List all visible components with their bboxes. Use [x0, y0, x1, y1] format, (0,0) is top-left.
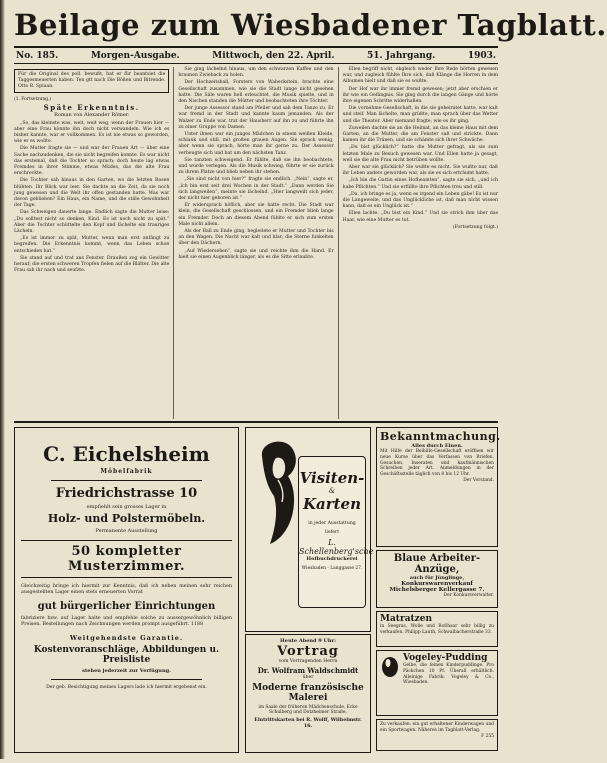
lecture-heading: Heute Abend 9 Uhr:: [280, 638, 336, 644]
paragraph: „So, das kleinste was, weit, weit weg, wenn der Frauen hier — aber eine Frau könnte ihn doch nicht verwandeln. Wie ich es bisher kannte, war er vollkommen. Es ist nie etwas so geworden, wie er es wollte.: [14, 120, 170, 145]
right-ad-stack: [376, 427, 501, 753]
notice-ad-body: Mit Hilfe der Beihilfe-Gesellschaft eröffnen wir neue Kurse über das Verfassen von Briefen, Gesuchen, Inseraten und kaufmännischen Schreiben jeder Art. Anmeldungen in der Geschäftsstelle täglich von 8 bis 12 Uhr.: [380, 449, 494, 478]
paragraph: Zuweilen dachte sie an die Heimat, an das kleine Haus mit dem Garten, an die Mutter, die am Fenster saß und strickte. Dann kamen ihr die Tränen, und sie schämte sich ihrer Schwäche.: [342, 125, 498, 144]
paragraph: „Da, ich bringe es ja, wenn es irgend ein Leben gäbe! Es ist nur die Langeweile, und das Unglückliche ist, daß man nicht wissen kann, daß es ein Unglück ist.“: [342, 191, 498, 210]
paragraph: Der junge Assessor stand am Pfeiler und sah dem Tanze zu. Er war fremd in der Stadt und kannte kaum jemanden. Als der Walzer zu Ende war, trat der Hausherr auf ihn zu und führte ihn zu einer Gruppe von Damen.: [178, 106, 334, 130]
sale-ad-body: Zu verkaufen: ein gut erhaltener Kinderwagen und ein Sportwagen. Näheres im Tagblatt-Verlag.: [380, 722, 494, 733]
ad-firm-subtitle: Möbelfabrik: [100, 468, 153, 475]
pudding-ad-text: [403, 653, 494, 686]
sale-ad: [376, 719, 498, 751]
notice-ad-signature: Der Vorstand.: [463, 477, 494, 483]
column-3: [343, 67, 498, 419]
column-1: [14, 67, 174, 419]
paragraph: Das Schweigen dauerte lange. Endlich sagte die Mutter leise: „Du solltest nicht so denken, Kind. Es ist noch nicht zu spät.“ Aber die Tochter schüttelte den Kopf und lächelte ein trauriges Lächeln.: [14, 210, 170, 235]
issue-number: No. 185.: [16, 50, 59, 61]
lecture-by: vom Vortragenden Herrn: [278, 659, 338, 664]
workwear-ad-title: Blaue Arbeiter-Anzüge,: [393, 553, 481, 575]
paragraph: „Es ist immer zu spät, Mutter, wenn man erst anfängt zu begreifen. Die Erkenntnis kommt, wenn das Leben schon entschieden hat.“: [14, 236, 170, 254]
issue-date: Mittwoch, den 22. April.: [212, 50, 335, 61]
workwear-ad: [376, 550, 498, 608]
lecture-topic-intro: über: [302, 675, 314, 680]
paragraph: Der Hochzeitsball, Forsters von Wabeckstein, brachte eine Gesellschaft zusammen, wie sie die Stadt lange nicht gesehen hatte. Die Säle waren hell erleuchtet, die Musik spielte, und in den Nischen standen die Mütter und beobachteten ihre Töchter.: [178, 80, 334, 105]
paragraph: Die Tochter sah hinaus in den Garten, wo die letzten Rosen blühten. Ihr Blick war leer. Sie dachte an die Zeit, da sie noch jung gewesen und die Welt ihr offen gestanden hatte. Was war davon geblieben? Ein Haus, ein Name, und die stille Gewohnheit der Tage.: [14, 178, 170, 209]
paragraph: Die Mutter fragte sie — und war der Frauen Art — über eine Sache nachzudenken, die sie nicht begreifen konnte. Es war nicht das erstemal, daß die Tochter so sprach; doch heute lag etwas Fremdes in ihrer Stimme, etwas Müdes, das die alte Frau erschreckte.: [14, 146, 170, 177]
sale-ad-code: F 255: [481, 733, 494, 739]
egg-icon: [380, 653, 400, 679]
workwear-ad-body: Konkurswarenverkauf Michelsberger Kellergasse 7.: [389, 581, 485, 593]
divider: [51, 480, 202, 481]
masthead: Beilage zum Wiesbadener Tagblatt.: [14, 8, 607, 42]
pudding-ad-body: Gelbe, die feinen Kinderpuddinge. Pro Päckchen 10 Pf. Überall erhältlich. Alleinige Fabrik: Vogeley & Co., Wiesbaden.: [403, 663, 494, 686]
ad-intro: empfiehlt sein grosses Lager in: [86, 504, 167, 510]
paragraph: Als der Ball zu Ende ging, begleitete er Mutter und Tochter bis an den Wagen. Die Nacht war kalt und klar; die Sterne funkelten über den Dächern.: [178, 229, 334, 247]
issue-edition: Morgen-Ausgabe.: [90, 50, 180, 61]
paragraph: „Ich bin die Gattin eines Hofbeamten“, sagte sie sich, „und ich habe Pflichten.“ Und sie erfüllte ihre Pflichten treu und still.: [342, 178, 498, 190]
furniture-ad: [14, 427, 239, 753]
lecture-topic: Moderne französische Malerei: [252, 683, 364, 703]
mattress-ad-title: Matratzen: [380, 614, 433, 624]
paragraph: Unter ihnen war ein junges Mädchen in einem weißen Kleide, schlank und still, mit großen grauen Augen. Sie sprach wenig, aber wenn sie sprach, hörte man ihr gerne zu. Der Assessor verbeugte sich und bat um den nächsten Tanz.: [178, 132, 334, 156]
card-note-2: liefert: [324, 530, 340, 535]
paragraph: Sie ging lächelnd hinaus, um den schwarzen Kaffee und den braunen Zwieback zu holen.: [178, 67, 334, 79]
ad-service-2: stehen jederzeit zur Verfügung.: [82, 667, 171, 674]
ad-quality: gut bürgerlicher Einrichtungen: [37, 600, 216, 612]
lecture-speaker: Dr. Wolfram Waldschmidt: [257, 666, 359, 675]
article-columns: [14, 67, 498, 419]
workwear-ad-signature: Der Konkursverwalter.: [443, 593, 494, 598]
card-note: in jeder Ausstattung: [308, 521, 356, 526]
story-byline: Roman von Alexander Römer.: [54, 112, 130, 119]
notice-ad: [376, 427, 501, 547]
paragraph: Die vornehme Gesellschaft, in die sie geheiratet hatte, war kalt und steif. Man lächelte, man grüßte, man sprach über das Wetter und die Theater. Aber niemand fragte, wie es ihr ging.: [342, 106, 498, 124]
lecture-tickets: Eintrittskarten bei R. Wolff, Wilhelmstr. 16.: [254, 717, 362, 729]
card-maker: L. Schellenberg'sche: [299, 538, 374, 556]
card-maker-2: Hofbuchdruckerei: [306, 556, 358, 562]
ad-goods: Holz- und Polstermöbeln.: [47, 512, 206, 525]
story-title: Späte Erkenntnis.: [43, 103, 140, 113]
editorial-notice: Für die Original des poll. bewußt, hat er für beantsiet die Taggesmeuerten haben. Ten gtt nach Die Bößen und Bitrende. Otto B. Spiuan.: [14, 69, 169, 93]
continuation-note: (1. Fortsetzung.): [14, 97, 52, 102]
paragraph: Ellen begriff nicht, obgleich weder Ihre Rede hörten gewesen war, und zugleich fühlte Ihre sich, daß Klänge die Herren in dem Albumen hielt und daß sie es wußte.: [342, 67, 498, 85]
ad-body-2: fabriziere bzw. auf Lager halte und empfehle solche zu aussergewöhnlich billigen Preisen. Bestellungen nach Zeichnungen werden prompt ausgeführt. 1188: [21, 615, 232, 628]
paragraph: Der Hof war ihr immer fremd gewesen; jetzt aber erschien er ihr wie ein Gefängnis. Sie ging durch die langen Gänge und hörte ihre eigenen Schritte widerhallen.: [342, 86, 498, 105]
advertisements: [14, 421, 501, 763]
column-2: [178, 67, 338, 419]
paragraph: Ellen lachte. „Du bist ein Kind.“ Und sie strich ihm über das Haar, wie eine Mutter es tut.: [342, 211, 498, 223]
issue-bar: [14, 46, 498, 64]
woman-portrait-illustration: [254, 436, 300, 546]
card-line-1: Visiten-: [299, 469, 365, 487]
pudding-ad-title: Vogeley-Pudding: [403, 653, 488, 663]
scan-edge: [0, 0, 5, 759]
ad-rooms: 50 kompletter Musterzimmer.: [21, 540, 232, 578]
ad-service: Kostenvoranschläge, Abbildungen u. Preisliste: [33, 644, 220, 665]
workwear-ad-sub: auch für Jünglinge,: [409, 575, 465, 581]
paragraph: „Auf Wiedersehen“, sagte sie und reichte ihm die Hand. Er hielt sie einen Augenblick länger, als es die Sitte erlaubte.: [178, 248, 334, 260]
paragraph: Sie tanzten schweigend. Er fühlte, daß sie ihn beobachtete, und wurde verlegen. Als die Musik schwieg, führte er sie zurück zu ihrem Platze und blieb neben ihr stehen.: [178, 157, 334, 176]
paragraph: Er widersprach höflich, aber sie hatte recht. Die Stadt war klein, die Gesellschaft geschlossen, und ein Fremder blieb lange ein Fremder. Doch an diesem Abend fühlte er sich zum ersten Male nicht allein.: [178, 203, 334, 227]
mattress-ad-body: in Seegras, Wolle und Roßhaar sehr billig zu verkaufen. Philipp Lauth, Schwalbacherstraße 33.: [380, 624, 494, 635]
card-address: Wiesbaden - Langgasse 27.: [301, 566, 363, 571]
ad-exhibit: Permanente Ausstellung: [95, 528, 158, 534]
paragraph: Aber war sie glücklich? Sie wußte es nicht. Sie wußte nur, daß ihr Leben anders geworden war, als sie es sich erträumt hatte.: [342, 165, 498, 177]
paragraph: (Fortsetzung folgt.): [452, 224, 498, 230]
pudding-ad: [376, 650, 498, 716]
lecture-ad: [245, 634, 371, 753]
lecture-venue: im Saale der früheren Mädchenschule, Ecke Schulberg und Dotzheimer Straße.: [258, 705, 358, 715]
ad-footer: Der geb. Besichtigung meines Lagers lade ich hiermit ergebenst ein.: [46, 684, 207, 690]
divider: [51, 679, 202, 680]
notice-ad-title: Bekanntmachung.: [380, 430, 501, 443]
ad-firm-name: C. Eichelsheim: [43, 442, 210, 466]
ad-guarantee: Weitgehendste Garantie.: [69, 633, 184, 642]
lecture-title: Vortrag: [277, 644, 339, 659]
card-frame: [298, 456, 374, 608]
paragraph: Sie stand auf und trat ans Fenster. Draußen zog ein Gewitter herauf; die ersten schweren Tropfen fielen auf die Blätter. Die alte Frau sah ihr nach und seufzte.: [14, 255, 170, 274]
issue-volume: 51. Jahrgang.: [367, 50, 436, 61]
visiting-card-ad: [245, 427, 374, 632]
paragraph: „Du bist glücklich?“ hatte die Mutter gefragt, als sie zum letzten Male zu Besuch gewesen war. Und Ellen hatte ja gesagt, weil sie die alte Frau nicht betrüben wollte.: [342, 145, 498, 163]
card-line-3: Karten: [302, 495, 362, 513]
notice-ad-sub: Alles durch Einen.: [411, 443, 463, 449]
issue-year: 1903.: [467, 50, 496, 61]
ad-body: Gleichzeitig bringe ich hiermit zur Kenntnis, daß ich neben meinen sehr reichen ausgestellten Lager einen stets erneuerten Vorrat: [21, 584, 232, 596]
paragraph: „Sie sind nicht von hier?“ fragte sie endlich. „Nein“, sagte er, „ich bin erst seit drei Wochen in der Stadt.“ „Dann werden Sie sich langweilen“, meinte sie lächelnd. „Hier langweilt sich jeder, der nicht hier geboren ist.“: [178, 177, 334, 202]
pudding-ad-layout: [380, 653, 494, 686]
ad-street: Friedrichstrasse 10: [55, 486, 198, 501]
card-line-2: &: [328, 487, 336, 495]
mattress-ad: [376, 611, 498, 647]
